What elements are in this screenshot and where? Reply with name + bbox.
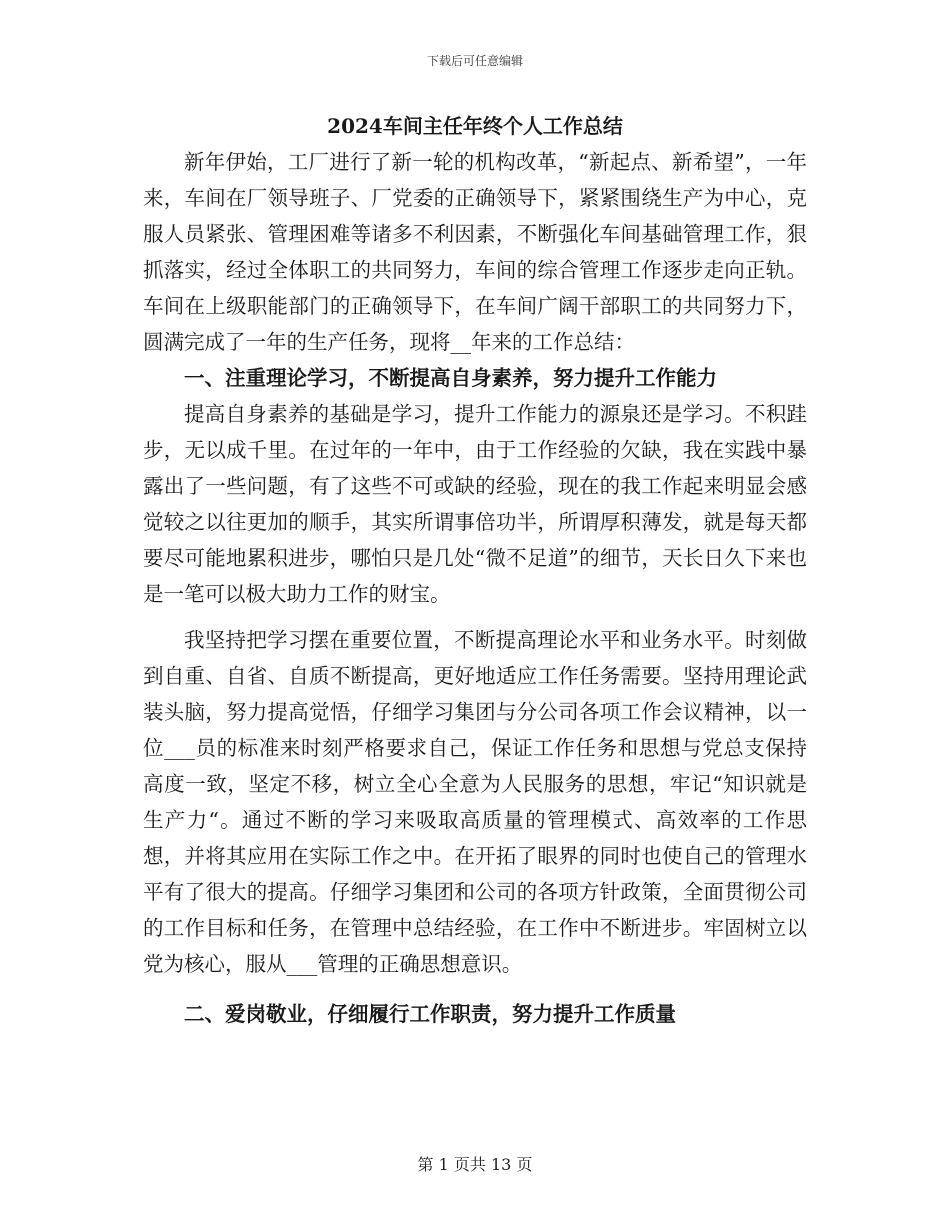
paragraph-intro: 新年伊始，工厂进行了新一轮的机构改革，“新起点、新希望”，一年来，车间在厂领导班子、厂党委的正确领导下，紧紧围绕生产为中心，克服人员紧张、管理困难等诸多不利因素，不断强化车间基础管理工作，狠抓落实，经过全体职工的共同努力，车间的综合管理工作逐步走向正轨。车间在上级职能部门的正确领导下，在车间广阔干部职工的共同努力下，圆满完成了一年的生产任务，现将__年来的工作总结： [143,150,807,354]
header-note: 下载后可任意编辑 [426,54,523,68]
section-heading-1: 一、注重理论学习，不断提高自身素养，努力提升工作能力 [184,366,717,390]
paragraph-study-commitment: 我坚持把学习摆在重要位置，不断提高理论水平和业务水平。时刻做到自重、自省、自质不断提高，更好地适应工作任务需要。坚持用理论武装头脑，努力提高觉悟，仔细学习集团与分公司各项工作会议精神，以一位___员的标准来时刻严格要求自己，保证工作任务和思想与党总支保持高度一致，坚定不移，树立全心全意为人民服务的思想，牢记“知识就是生产力“。通过不断的学习来吸取高质量的管理模式、高效率的工作思想，并将其应用在实际工作之中。在开拓了眼界的同时也使自己的管理水平有了很大的提高。仔细学习集团和公司的各项方针政策，全面贯彻公司的工作目标和任务，在管理中总结经验，在工作中不断进步。牢固树立以党为核心，服从___管理的正确思想意识。 [143,628,807,976]
paragraph-learning: 提高自身素养的基础是学习，提升工作能力的源泉还是学习。不积跬步，无以成千里。在过年的一年中，由于工作经验的欠缺，我在实践中暴露出了一些问题，有了这些不可或缺的经验，现在的我工作起来明显会感觉较之以往更加的顺手，其实所谓事倍功半，所谓厚积薄发，就是每天都要尽可能地累积进步，哪怕只是几处“微不足道”的细节，天长日久下来也是一笔可以极大助力工作的财宝。 [143,402,807,606]
document-title: 2024车间主任年终个人工作总结 [327,114,623,138]
document-body [143,108,807,1032]
section-heading-2: 二、爱岗敬业，仔细履行工作职责，努力提升工作质量 [184,1002,676,1026]
page-footer: 第 1 页共 13 页 [417,1155,533,1174]
